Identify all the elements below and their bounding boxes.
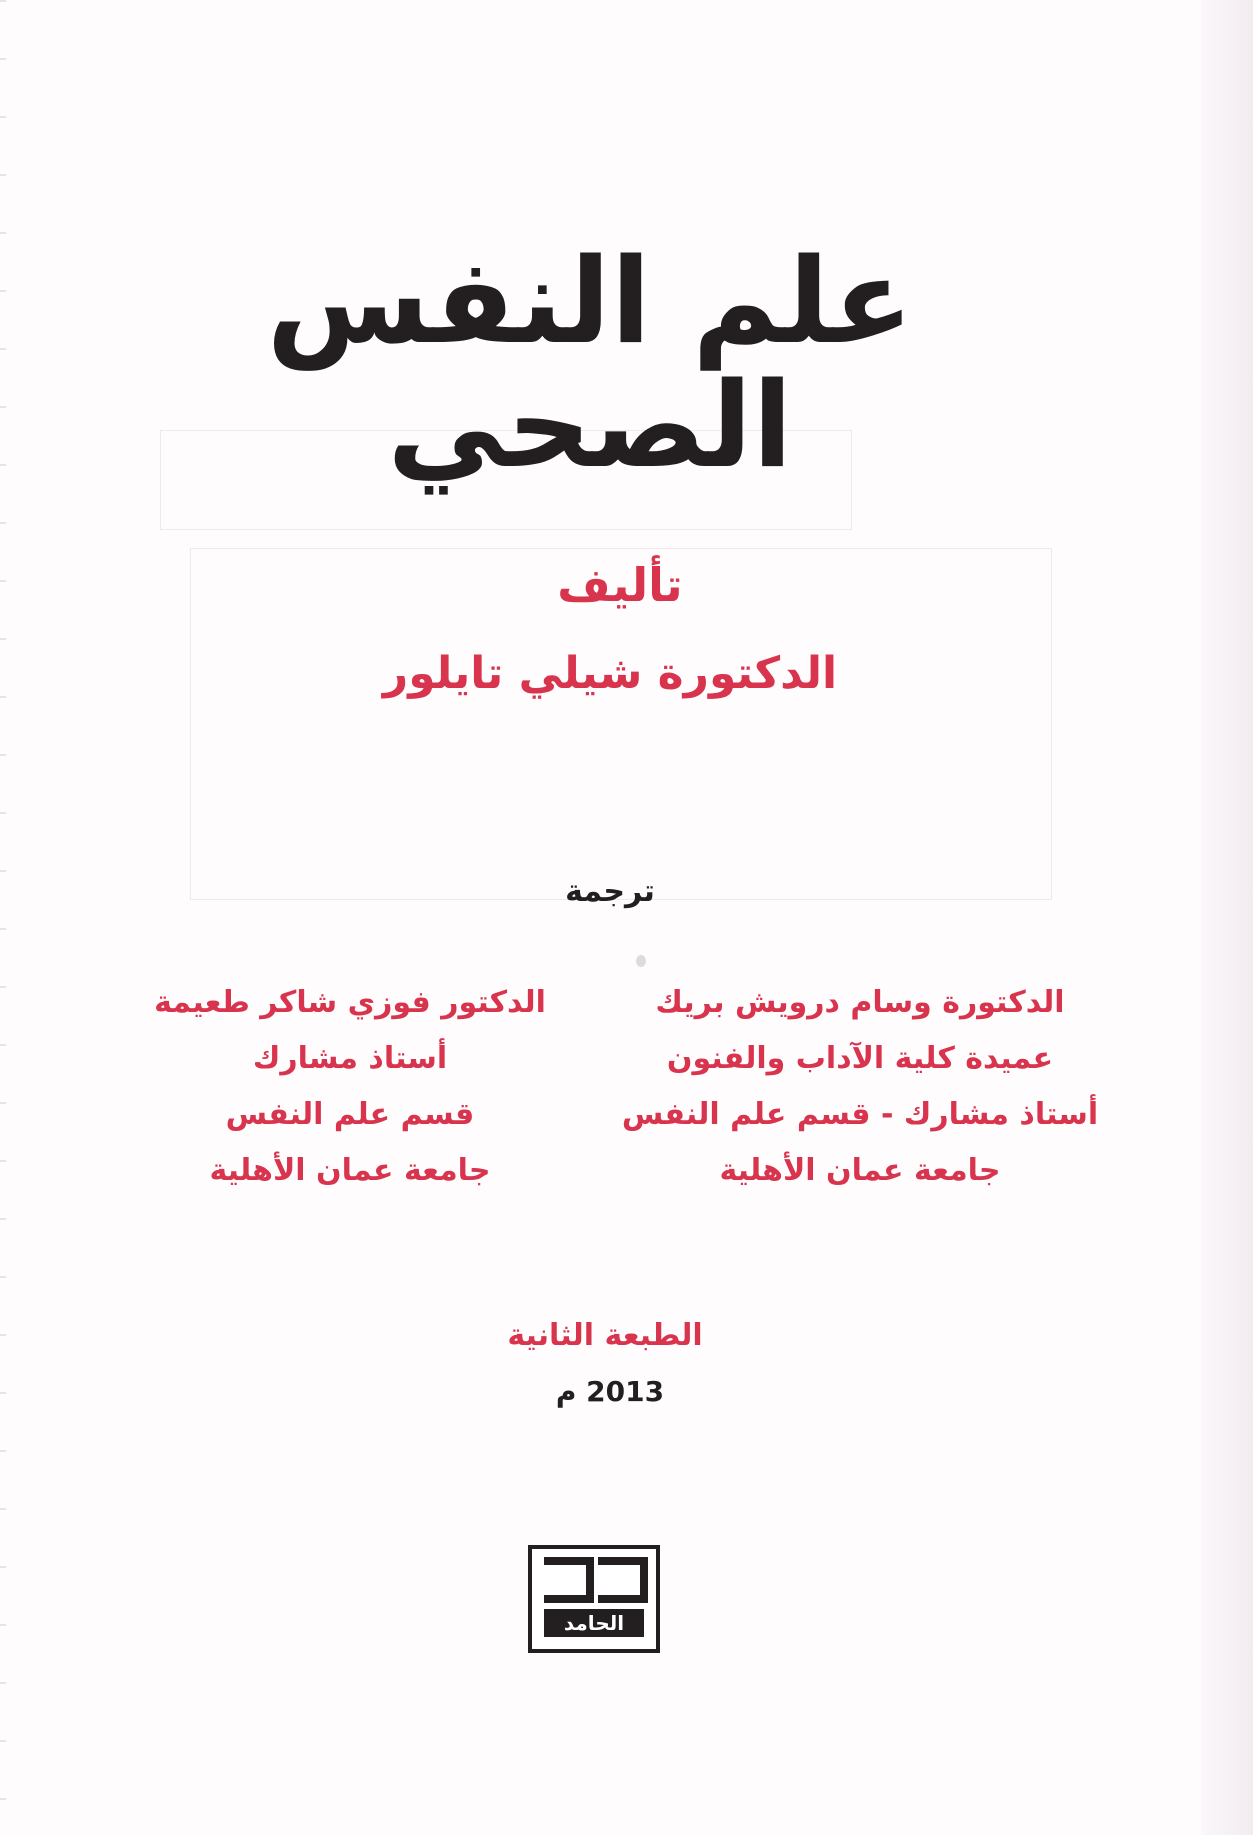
book-title: علم النفس الصحي [266,232,914,494]
translator-2 [70,975,630,1199]
author-name: الدكتورة شيلي تايلور [382,648,838,699]
translator-department: قسم علم النفس [225,1097,475,1132]
translator-university: جامعة عمان الأهلية [719,1153,1001,1188]
translator-title: عميدة كلية الآداب والفنون [666,1041,1054,1076]
paper-smudge [636,955,646,967]
translation-heading: ترجمة [565,874,655,909]
translator-name: الدكتورة وسام درويش بريك [655,985,1065,1020]
translator-name: الدكتور فوزي شاكر طعيمة [154,985,546,1020]
translator-university: جامعة عمان الأهلية [209,1153,491,1188]
page-right-edge [1201,0,1253,1835]
publication-year: 2013 م [555,1375,665,1408]
translator-1 [580,975,1140,1199]
publisher-logo-icon [528,1545,660,1653]
translator-title: أستاذ مشارك [252,1041,448,1076]
edition-label: الطبعة الثانية [507,1318,703,1353]
translator-department: أستاذ مشارك - قسم علم النفس [621,1097,1099,1132]
authorship-heading: تأليف [557,558,683,612]
publisher-name: الحامد [544,1609,644,1637]
page-edge-marks [0,0,6,1835]
